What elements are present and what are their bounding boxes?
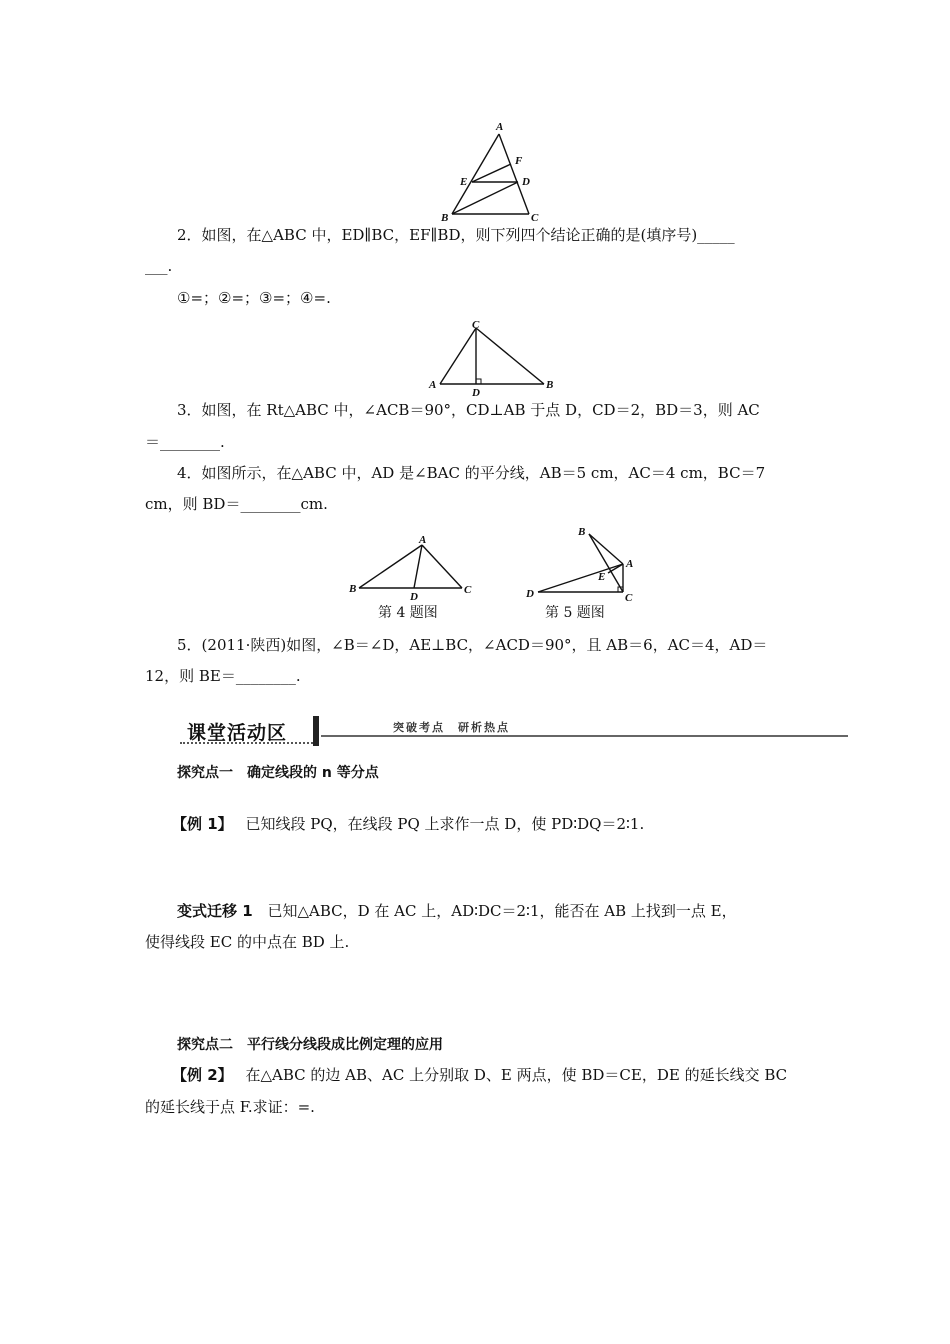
example2-line2: 的延长线于点 F.求证：=. bbox=[145, 1098, 315, 1116]
q5-line1: 5．(2011·陕西)如图，∠B＝∠D，AE⊥BC，∠ACD＝90°，且 AB＝6，AC＝4，AD＝ bbox=[177, 636, 768, 654]
q2-options: ①=；②=；③=；④=. bbox=[177, 289, 331, 307]
example1-text: 已知线段 PQ，在线段 PQ 上求作一点 D，使 PD∶DQ＝2∶1. bbox=[245, 815, 645, 833]
figure-q2 bbox=[436, 120, 546, 225]
label-a: A bbox=[496, 121, 504, 133]
example2-text: 在△ABC 的边 AB、AC 上分别取 D、E 两点，使 BD＝CE，DE 的延长线交 BC bbox=[245, 1066, 788, 1084]
label-a: A bbox=[419, 534, 427, 546]
variant1-text: 已知△ABC，D 在 AC 上，AD∶DC＝2∶1，能否在 AB 上找到一点 E， bbox=[267, 902, 737, 920]
segment-ca bbox=[440, 328, 476, 384]
figure-q4-caption: 第 4 题图 bbox=[378, 605, 438, 621]
segment-bc bbox=[589, 534, 623, 592]
example1-tag: 【例 1】 bbox=[172, 815, 233, 833]
figure-q4 bbox=[346, 532, 476, 604]
q4-line1: 4．如图所示，在△ABC 中，AD 是∠BAC 的平分线，AB＝5 cm，AC＝4 cm，BC＝7 bbox=[177, 464, 766, 482]
label-c: C bbox=[531, 212, 539, 224]
q3-line2: ＝________. bbox=[145, 433, 225, 451]
variant1-line2: 使得线段 EC 的中点在 BD 上. bbox=[145, 933, 350, 951]
label-c: C bbox=[625, 592, 633, 604]
label-e: E bbox=[460, 176, 468, 188]
label-b: B bbox=[546, 379, 554, 391]
figure-q5-caption: 第 5 题图 bbox=[545, 605, 605, 621]
figure-q5 bbox=[522, 520, 642, 604]
example2-line1 bbox=[172, 1064, 787, 1086]
label-b: B bbox=[441, 212, 449, 224]
header-rule bbox=[321, 735, 848, 737]
section-title: 课堂活动区 bbox=[187, 722, 288, 744]
q3-line1: 3．如图，在 Rt△ABC 中，∠ACB＝90°，CD⊥AB 于点 D，CD＝2，BD＝3，则 AC bbox=[177, 401, 760, 419]
segment-da bbox=[538, 564, 623, 592]
label-a: A bbox=[626, 558, 634, 570]
section-subtitle: 突破考点 研析热点 bbox=[393, 721, 510, 734]
label-e: E bbox=[598, 571, 606, 583]
label-d: D bbox=[472, 387, 480, 396]
label-d: D bbox=[410, 591, 418, 603]
example2-tag: 【例 2】 bbox=[172, 1066, 233, 1084]
header-bar bbox=[313, 716, 319, 746]
segment-ba bbox=[589, 534, 623, 564]
variant1-tag: 变式迁移 1 bbox=[177, 902, 253, 920]
q4-line2: cm，则 BD＝________cm. bbox=[145, 495, 328, 513]
segment-ac bbox=[422, 545, 462, 588]
q2-line2: ___. bbox=[145, 257, 173, 275]
explore1-heading: 探究点一 确定线段的 n 等分点 bbox=[177, 765, 379, 781]
figure-q3 bbox=[426, 318, 558, 396]
q5-line2: 12，则 BE＝________. bbox=[145, 667, 301, 685]
right-angle-mark bbox=[476, 379, 481, 384]
label-c: C bbox=[472, 319, 480, 331]
label-a: A bbox=[429, 379, 437, 391]
segment-ab bbox=[359, 545, 422, 588]
label-f: F bbox=[515, 155, 523, 167]
segment-ef bbox=[472, 164, 511, 182]
label-d: D bbox=[522, 176, 530, 188]
label-d: D bbox=[526, 588, 534, 600]
label-b: B bbox=[349, 583, 357, 595]
example1-line bbox=[172, 813, 644, 835]
segment-ad bbox=[414, 545, 422, 588]
q2-line1: 2．如图，在△ABC 中，ED∥BC，EF∥BD，则下列四个结论正确的是(填序号)_____ bbox=[177, 226, 735, 244]
label-b: B bbox=[578, 526, 586, 538]
variant1-line1 bbox=[177, 900, 737, 922]
explore2-heading: 探究点二 平行线分线段成比例定理的应用 bbox=[177, 1037, 443, 1053]
label-c: C bbox=[464, 584, 472, 596]
segment-ac bbox=[499, 134, 529, 214]
segment-cb bbox=[476, 328, 544, 384]
